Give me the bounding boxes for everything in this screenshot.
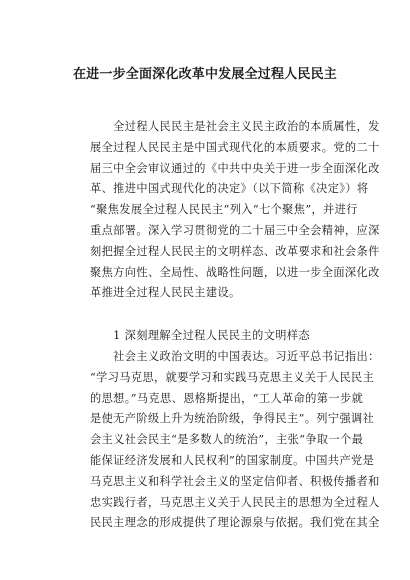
text-line: 能保证经济发展和人民权利”的国家制度。中国共产党是 xyxy=(90,453,375,467)
text-line: 民民主理念的形成提供了理论源泉与依据。我们党在其全 xyxy=(90,516,380,530)
text-line: 全过程人民民主是社会主义民主政治的本质属性，发 xyxy=(90,120,380,133)
text-line: 会主义社会民主“是多数人的统治”，主张“争取一个最 xyxy=(90,433,364,447)
text-line: 的思想。”马克思、恩格斯提出，“工人革命的第一步就 xyxy=(90,391,364,405)
text-line: 社会主义政治文明的中国表达。习近平总书记指出： xyxy=(90,350,380,363)
text-line: 聚焦方向性、全局性、战略性问题，以进一步全面深化改 xyxy=(90,265,380,279)
text-line: “聚焦发展全过程人民民主”列入“七个聚焦”，并进行 xyxy=(90,203,358,217)
text-line: 重点部署。深入学习贯彻党的二十届三中全会精神，应深 xyxy=(90,223,380,237)
text-line: 刻把握全过程人民民主的文明样态、改革要求和社会条件 xyxy=(90,244,380,258)
text-line: “学习马克思，就要学习和实践马克思主义关于人民民主 xyxy=(90,370,375,384)
document-title: 在进一步全面深化改革中发展全过程人民民主 xyxy=(72,67,337,82)
section-heading xyxy=(90,326,330,347)
text-line: 革推进全过程人民民主建设。 xyxy=(90,286,241,300)
paragraph-intro xyxy=(90,117,380,304)
text-line: 马克思主义和科学社会主义的坚定信仰者、积极传播者和 xyxy=(90,474,380,488)
text-line: 革、推进中国式现代化的决定》（以下简称《决定》）将 xyxy=(90,182,369,196)
text-line: 展全过程人民民主是中国式现代化的本质要求。党的二十 xyxy=(90,140,380,154)
paragraph-section-1 xyxy=(90,347,380,534)
text-line: 届三中全会审议通过的《中共中央关于进一步全面深化改 xyxy=(90,161,380,175)
section-heading-text: 1 深刻理解全过程人民民主的文明样态 xyxy=(90,329,311,342)
text-line: 是使无产阶级上升为统治阶级，争得民主”。列宁强调社 xyxy=(90,412,375,426)
text-line: 忠实践行者，马克思主义关于人民民主的思想为全过程人 xyxy=(90,495,380,509)
